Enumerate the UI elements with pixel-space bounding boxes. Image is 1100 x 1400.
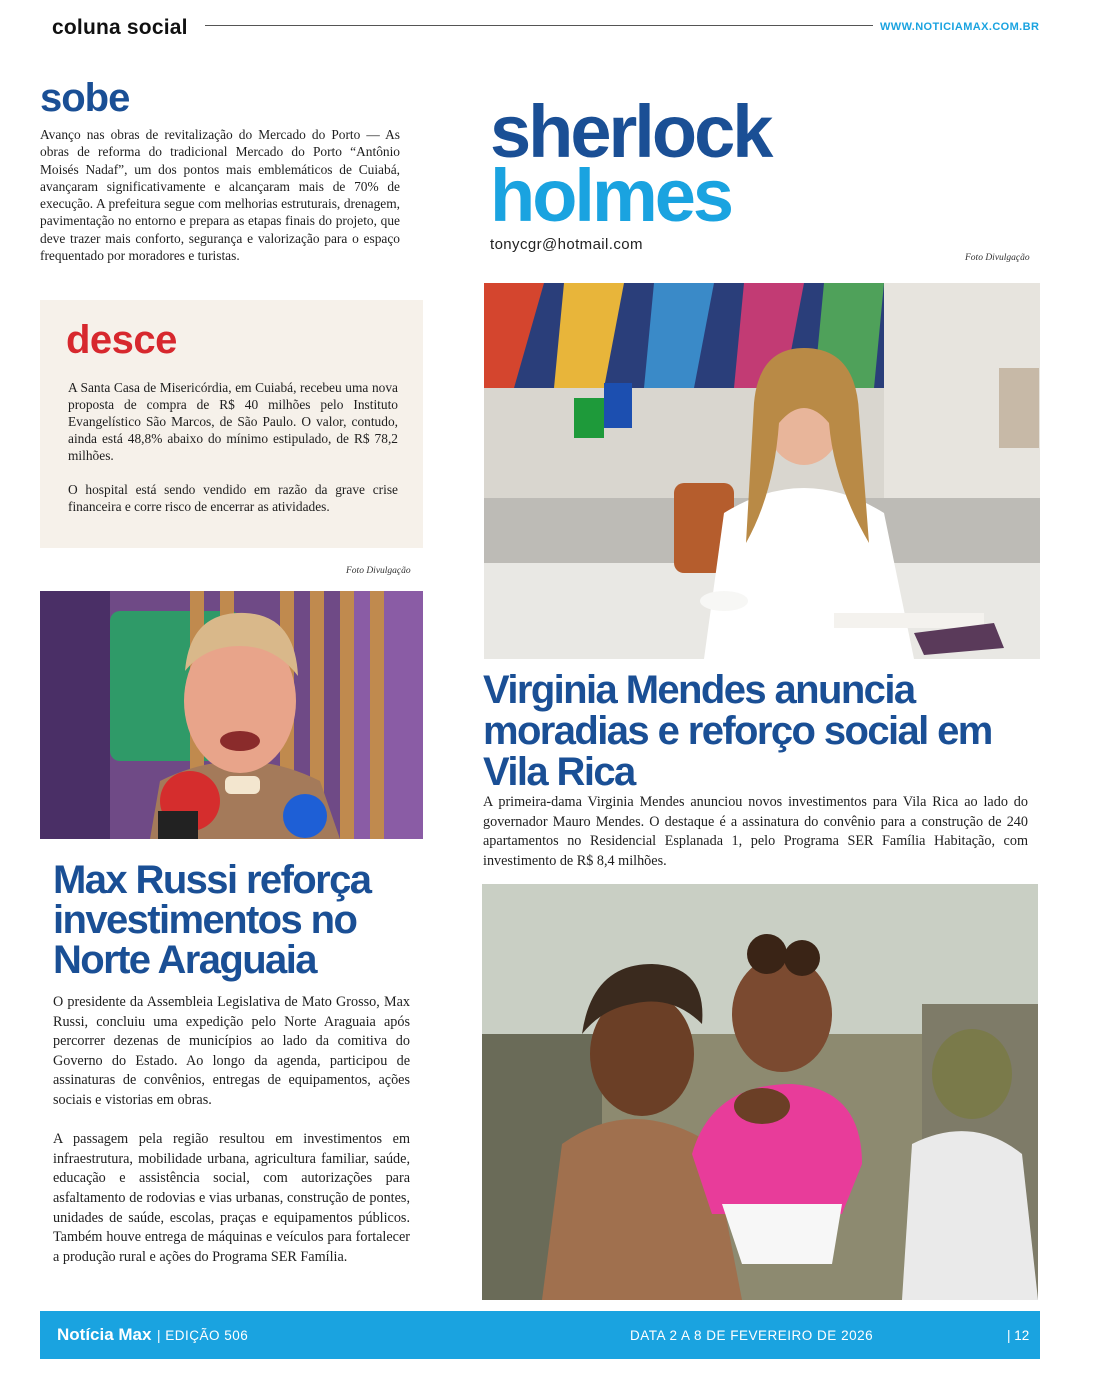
footer-edition: | EDIÇÃO 506: [157, 1328, 249, 1343]
virginia-mendes-headline: Virginia Mendes anuncia moradias e reforço social em Vila Rica: [483, 668, 992, 794]
max-russi-text: [53, 993, 410, 1287]
footer-page-number: | 12: [1007, 1328, 1030, 1343]
family-photo: [482, 884, 1038, 1300]
sobe-title: sobe: [40, 76, 130, 120]
virginia-mendes-text: A primeira-dama Virginia Mendes anunciou novos investimentos para Vila Rica ao lado do governador Mauro Mendes. O destaque é a assinatura do convênio para a construção de 240 apartamentos no Residencial Esplanada 1, pelo Programa SER Família Habitação, com investimento de R$ 8,4 milhões.: [483, 794, 1028, 869]
desce-title: desce: [66, 318, 177, 362]
desce-paragraph: A Santa Casa de Misericórdia, em Cuiabá, recebeu uma nova proposta de compra de R$ 40 milhões pelo Instituto Evangelístico São Marcos, de São Paulo. O valor, contudo, ainda está 48,8% abaixo do mínimo estipulado, de R$ 78,2 milhões.: [68, 380, 398, 463]
column-logo-line1: sherlock: [490, 90, 771, 173]
max-russi-photo: [40, 591, 423, 839]
desce-paragraph: O hospital está sendo vendido em razão da grave crise financeira e corre risco de encerrar as atividades.: [68, 482, 398, 514]
header-divider: [205, 25, 873, 26]
column-logo: [490, 90, 771, 237]
sobe-text: Avanço nas obras de revitalização do Mercado do Porto — As obras de reforma do tradicional Mercado do Porto “Antônio Moisés Nadaf”, um dos pontos mais emblemáticos de Cuiabá, avançaram significativamente e alcançaram mais de 70% de execução. A prefeitura segue com melhorias estruturais, drenagem, pavimentação no entorno e prepara as etapas finais do projeto, que deve trazer mais conforto, segurança e valorização para o espaço frequentado por moradores e turistas.: [40, 127, 400, 264]
desce-text: [68, 379, 398, 532]
footer-bar: [40, 1311, 1040, 1359]
max-russi-paragraph: A passagem pela região resultou em investimentos em infraestrutura, mobilidade urbana, agricultura familiar, saúde, educação e assistência social, com autorizações para asfaltamento de rodovias e vias urbanas, construção de pontes, unidades de saúde, escolas, praças e equipamentos públicos. Também houve entrega de máquinas e veículos para fortalecer a produção rural e ações do Programa SER Família.: [53, 1131, 410, 1265]
columnist-email[interactable]: tonycgr@hotmail.com: [490, 236, 643, 253]
section-name: coluna social: [52, 16, 188, 39]
virginia-mendes-photo: [484, 283, 1040, 659]
max-russi-headline: Max Russi reforça investimentos no Norte Araguaia: [53, 858, 371, 982]
photo-credit: Foto Divulgação: [346, 566, 411, 576]
photo-credit: Foto Divulgação: [965, 253, 1030, 263]
footer-date: DATA 2 A 8 DE FEVEREIRO DE 2026: [630, 1328, 874, 1343]
site-url[interactable]: WWW.NOTICIAMAX.COM.BR: [880, 21, 1040, 33]
footer-brand: Notícia Max: [57, 1325, 152, 1344]
column-logo-line2: holmes: [490, 154, 732, 237]
max-russi-paragraph: O presidente da Assembleia Legislativa de Mato Grosso, Max Russi, concluiu uma expedição pelo Norte Araguaia após percorrer dezenas de municípios ao lado da comitiva do Governo do Estado. Ao longo da agenda, participou de assinaturas de convênios, entregas de equipamentos, ações sociais e vistorias em obras.: [53, 994, 410, 1108]
